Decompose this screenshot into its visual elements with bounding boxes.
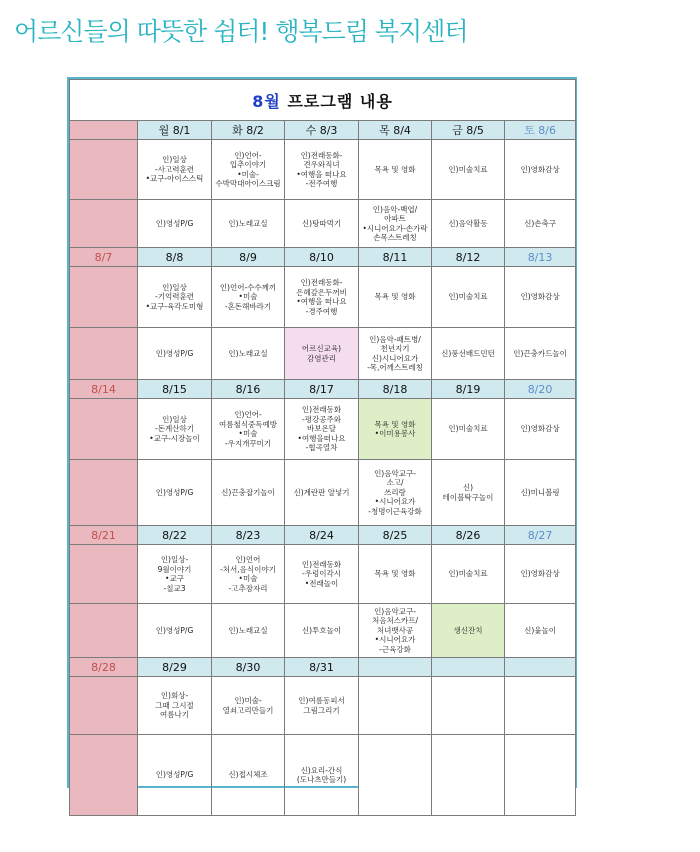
program-line: 인)영성P/G [155,770,194,780]
program-line: (도나츠만들기) [296,775,347,784]
afternoon-program-row [70,200,576,248]
program-line: 신)요리-간식 [300,765,343,775]
program-line: 생신잔치 [453,625,483,635]
program-cell [505,267,576,328]
program-cell [212,677,285,735]
program-cell [359,328,432,380]
program-line: -고추잠자리 [228,583,268,593]
day-date-header: 8/17 [285,380,359,399]
schedule-title [70,80,576,121]
program-line: 인)노래교실 [228,625,268,635]
program-line: •전래놀이 [304,578,339,588]
program-cell [285,200,359,248]
program-cell [432,200,505,248]
program-cell [138,604,212,658]
program-cell [138,735,212,816]
program-line: 어르신교육) [301,344,342,353]
program-cell [138,545,212,604]
program-line: •미술- [237,169,259,179]
day-date-header: 8/9 [212,248,285,267]
program-cell [138,677,212,735]
program-line: 인)일상- [160,555,189,564]
morning-program-row [70,399,576,460]
day-date-header: 8/18 [359,380,432,399]
day-date-header: 8/8 [138,248,212,267]
program-line: 인)영화감상 [520,292,560,302]
day-date-header [432,658,505,677]
day-date-header: 8/31 [285,658,359,677]
program-line: •교구-아이스스틱 [145,174,204,184]
program-line: 인)언어- [234,150,262,160]
program-cell [359,604,432,658]
week-start-date: 8/7 [70,248,138,267]
program-line: 테이블탁구놀이 [442,492,494,502]
program-cell [432,677,505,735]
program-cell [432,460,505,526]
program-line: •미술 [238,292,258,302]
date-row [70,658,576,677]
program-cell [212,140,285,200]
program-line: -근육강화 [379,644,411,654]
program-line: 신)풍선배드민턴 [441,348,495,358]
program-line: 신)시니어요가 [371,353,419,363]
program-line: -평강공주와 [302,414,341,424]
program-line: •여행을 떠나요 [296,297,347,306]
day-date-header: 8/29 [138,658,212,677]
program-line: 인)전래동화 [301,559,342,569]
program-line: 인)미술치료 [448,164,488,174]
program-cell [432,545,505,604]
side-column-cell [70,460,138,526]
program-cell [285,140,359,200]
program-line: •여행을떠나요 [297,433,346,443]
program-line: 인)노래교실 [228,348,268,358]
program-cell [432,267,505,328]
program-line: -경주여행 [305,306,338,316]
program-line: -목,어깨스트레칭 [367,363,423,372]
program-line: 쓰리랑 [384,487,406,497]
side-column-cell [70,200,138,248]
day-date-header: 8/16 [212,380,285,399]
schedule-title-text: 프로그램 내용 [287,91,393,111]
program-line: •시니어요가 [374,635,416,645]
program-cell [212,735,285,816]
day-date-header: 8/20 [505,380,576,399]
day-date-header: 8/13 [505,248,576,267]
program-line: 인)전래동화 [301,405,342,415]
day-date-header: 8/19 [432,380,505,399]
program-line: 처녀뱃사공 [376,625,414,635]
week-start-date: 8/21 [70,526,138,545]
program-line: 그때 그시절 [155,700,194,710]
program-cell [359,140,432,200]
program-line: 인)미술치료 [448,292,488,302]
program-line: 소고/ [386,478,404,488]
program-line: 목욕 및 영화 [374,419,416,429]
program-cell [359,399,432,460]
program-line: 인)언어- [234,410,262,419]
program-cell [138,328,212,380]
program-cell [285,735,359,816]
day-date-header: 8/10 [285,248,359,267]
program-cell [359,545,432,604]
program-line: 신)계란판 알넣기 [293,487,350,497]
schedule-title-month: 8월 [252,91,281,111]
program-cell [285,328,359,380]
program-line: 인)전래동화- [300,150,343,160]
date-row [70,121,576,140]
side-column-cell [70,677,138,735]
day-date-header [505,658,576,677]
program-line: •이미용봉사 [374,429,416,438]
program-line: 목욕 및 영화 [374,569,416,579]
day-date-header: 8/30 [212,658,285,677]
side-column-cell [70,399,138,460]
program-line: 신) [462,483,474,492]
program-line: 처음처스카프/ [372,616,418,626]
program-line: 아파트 [384,214,406,223]
program-line: -돈계산하기 [155,424,194,434]
day-date-header: 금 8/5 [432,121,505,140]
program-line: •교구-육각도미형 [145,301,204,311]
program-line: -우지개꾸미기 [224,438,272,448]
program-line: 인)영화감상 [520,569,560,579]
program-cell [285,267,359,328]
program-line: -칠교3 [163,583,186,593]
program-line: 열쇠고리만들기 [222,705,274,715]
schedule-table-frame [67,77,577,788]
page-title: 어르신들의 따뜻한 쉼터! 행복드림 복지센터 [14,17,468,46]
program-cell [212,328,285,380]
program-line: 인)음악교구- [374,606,416,616]
program-schedule-table [69,79,576,816]
program-line: 인)영성P/G [155,487,194,497]
program-line: 인)음악교구- [374,468,416,478]
program-cell [359,460,432,526]
program-cell [138,140,212,200]
morning-program-row [70,267,576,328]
program-cell [285,545,359,604]
week-start-date: 8/28 [70,658,138,677]
program-line: 인)영성P/G [155,348,194,358]
side-column-cell [70,140,138,200]
morning-program-row [70,140,576,200]
program-line: 신)손축구 [524,218,556,228]
program-cell [432,604,505,658]
program-line: •여행을 떠나요 [296,169,347,179]
side-column-cell [70,735,138,816]
program-line: 인)영성P/G [155,218,194,228]
day-date-header: 8/24 [285,526,359,545]
program-cell [285,460,359,526]
program-line: 인)미술치료 [448,569,488,579]
program-cell [212,604,285,658]
program-line: 인)일상 [162,282,187,292]
morning-program-row [70,545,576,604]
program-line: 은혜갚은두꺼비 [296,287,347,297]
side-column-cell [70,545,138,604]
program-line: 인)언어 [235,555,261,564]
program-cell [505,677,576,735]
program-cell [505,399,576,460]
program-cell [359,677,432,735]
program-line: 인)영화감상 [520,424,560,434]
program-cell [432,140,505,200]
program-cell [138,399,212,460]
program-line: 인)회상- [160,691,189,701]
day-date-header: 8/15 [138,380,212,399]
program-line: 인)음악-패트병/ [369,334,421,344]
program-line: 인)미술- [234,696,262,705]
program-line: 신)접시체조 [228,770,268,780]
program-line: -우렁이각시 [302,569,341,579]
date-row [70,526,576,545]
program-line: 신)윷놀이 [524,625,556,635]
side-column-cell [70,328,138,380]
program-cell [432,399,505,460]
program-line: 여름나기 [160,710,189,720]
program-line: 인)언어-수수께끼 [219,282,277,292]
day-date-header: 8/12 [432,248,505,267]
day-date-header: 화 8/2 [212,121,285,140]
afternoon-program-row [70,328,576,380]
program-line: 인)노래교실 [228,218,268,228]
day-date-header: 8/23 [212,526,285,545]
program-cell [505,604,576,658]
day-date-header [359,658,432,677]
day-date-header: 토 8/6 [505,121,576,140]
program-line: 여름철식중독예방 [219,419,277,429]
program-cell [505,140,576,200]
day-date-header: 8/11 [359,248,432,267]
program-line: 신)투호놀이 [301,625,342,635]
side-column-cell [70,604,138,658]
program-line: 9월이야기 [157,564,192,574]
side-column-cell [70,267,138,328]
program-cell [138,460,212,526]
program-line: 천년지기 [380,344,410,353]
program-cell [212,399,285,460]
morning-program-row [70,677,576,735]
day-date-header: 8/26 [432,526,505,545]
program-cell [505,328,576,380]
day-date-header: 목 8/4 [359,121,432,140]
program-cell [505,200,576,248]
program-cell [505,460,576,526]
program-line: 인)끈충카드놀이 [513,348,567,358]
program-line: -전주여행 [305,179,338,188]
program-line: -청명이근육강화 [368,506,422,516]
program-cell [359,267,432,328]
program-cell [359,200,432,248]
program-line: 신)음악활동 [448,218,488,228]
program-line: -협곡열차 [305,443,338,453]
program-cell [432,328,505,380]
afternoon-program-row [70,460,576,526]
program-line: 인)일상 [162,155,187,165]
program-line: 신)탕따먹기 [301,218,342,228]
program-line: 인)영화감상 [520,164,560,174]
program-cell [212,267,285,328]
program-line: •미술 [238,574,258,583]
program-cell [212,460,285,526]
program-line: -혼돈해바라기 [224,301,272,311]
program-line: 인)음악-백엽/ [372,204,418,214]
program-line: -처서,음식이야기 [220,564,276,574]
program-cell [285,677,359,735]
program-cell [505,545,576,604]
program-line: 손목스트레칭 [373,233,417,242]
program-line: •시니어요가-손가락 [362,223,428,233]
program-cell [212,200,285,248]
program-cell [138,267,212,328]
program-line: 인)영성P/G [155,625,194,635]
program-line: -사고력훈련 [155,164,194,174]
program-line: 수박막대아이스크림 [215,179,281,188]
program-line: 신)미니볼링 [520,487,560,497]
date-row [70,248,576,267]
week-start-date: 8/14 [70,380,138,399]
program-line: 인)여름동피서 [298,696,345,705]
program-line: 그림그리기 [303,705,340,715]
program-cell [432,735,505,816]
program-line: •시니어요가 [374,497,416,507]
program-cell [285,399,359,460]
program-line: 목욕 및 영화 [374,164,416,174]
program-line: 신)끈충잡기놀이 [221,487,275,497]
program-cell [505,735,576,816]
program-cell [285,604,359,658]
program-line: -기억력훈련 [155,292,194,302]
program-cell [359,735,432,816]
day-date-header: 8/27 [505,526,576,545]
day-date-header: 월 8/1 [138,121,212,140]
program-cell [138,200,212,248]
program-line: 인)미술치료 [448,424,488,434]
program-line: 인)일상 [162,414,187,424]
day-date-header: 수 8/3 [285,121,359,140]
afternoon-program-row [70,604,576,658]
afternoon-program-row [70,735,576,816]
day-date-header: 8/25 [359,526,432,545]
week-start-date [70,121,138,140]
day-date-header: 8/22 [138,526,212,545]
program-line: •미술 [238,429,258,438]
program-line: 견우와직녀 [303,160,340,169]
program-line: •교구 [165,574,184,583]
program-line: 입추이야기 [229,160,267,169]
date-row [70,380,576,399]
program-line: 바보온달 [307,424,336,434]
program-line: •교구-시장놀이 [149,433,200,443]
program-cell [212,545,285,604]
program-line: 감염관리 [307,353,336,363]
program-line: 목욕 및 영화 [374,292,416,302]
program-line: 인)전래동화- [300,278,343,287]
